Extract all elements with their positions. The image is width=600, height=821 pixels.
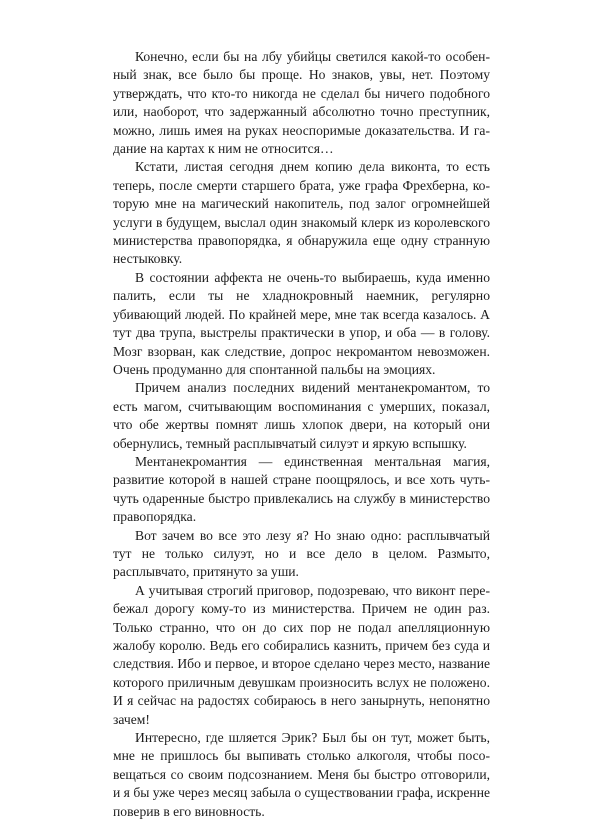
paragraph-8: Интересно, где шляется Эрик? Был бы он тут, может быть, мне не пришлось бы выпивать столько алкоголя, чтобы посовещаться со своим подсознанием. Меня бы быстро отговорили, и я бы уже через месяц забыла о существовании графа, искренне поверив в его виновность. bbox=[113, 730, 490, 819]
paragraph-1: Конечно, если бы на лбу убийцы светился какой-то особенный знак, все было бы проще. Но знаков, увы, нет. Поэтому утверждать, что кто-то никогда не сделал бы ничего подобного или, наоборот, что задержанный абсолютно точно преступник, можно, лишь имея на руках неоспоримые доказательства. И гадание на картах к ним не относится… bbox=[113, 49, 490, 157]
paragraph-2: Кстати, листая сегодня днем копию дела виконта, то есть теперь, после смерти старшего брата, уже графа Фрехберна, которую мне на магический накопитель, под залог огромнейшей услуги в будущем, выслал один знакомый клерк из королевского министерства правопорядка, я обнаружила еще одну странную нестыковку. bbox=[113, 159, 490, 267]
paragraph-6: Вот зачем во все это лезу я? Но знаю одно: расплывчатый тут не только силуэт, но и все дело в целом. Размыто, расплывчато, притянуто за уши. bbox=[113, 527, 490, 580]
page-text bbox=[113, 48, 490, 821]
paragraph-3: В состоянии аффекта не очень-то выбираешь, куда именно палить, если ты не хладнокровный наемник, регулярно убивающий людей. По крайней мере, мне так всегда казалось. А тут два трупа, выстрелы практически в упор, и оба — в голову. Мозг взорван, как следствие, допрос некромантом невозможен. Очень продуманно для спонтанной пальбы на эмоциях. bbox=[113, 269, 490, 377]
paragraph-4: Причем анализ последних видений ментанекромантом, то есть магом, считывающим воспоминания с умерших, показал, что обе жертвы помнят лишь хлопок двери, на который они обернулись, темный расплывчатый силуэт и яркую вспышку. bbox=[113, 380, 490, 451]
paragraph-7: А учитывая строгий приговор, подозреваю, что виконт перебежал дорогу кому-то из министерства. Причем не один раз. Только странно, что он до сих пор не подал апелляционную жалобу королю. Ведь его собирались казнить, причем без суда и следствия. Ибо и первое, и второе сделано через место, название которого приличным девушкам произносить вслух не положено. И я сейчас на радостях собираюсь в него занырнуть, непонятно зачем! bbox=[113, 582, 490, 727]
paragraph-5: Ментанекромантия — единственная ментальная магия, развитие которой в нашей стране поощрялось, и все хоть чуть-чуть одаренные быстро привлекались на службу в министерство правопорядка. bbox=[113, 453, 490, 525]
